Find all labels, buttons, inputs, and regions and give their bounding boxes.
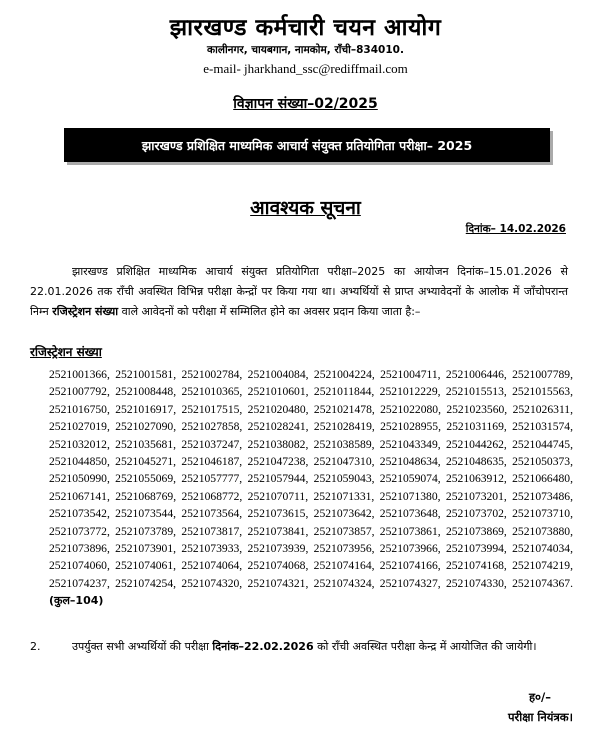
exam-name: झारखण्ड प्रशिक्षित माध्यमिक आचार्य संयुक्त प्रतियोगिता परीक्षा– 2025 bbox=[141, 137, 473, 153]
paragraph-1-bold: रजिस्ट्रेशन संख्या bbox=[52, 305, 119, 318]
notice-paragraph-1 bbox=[30, 262, 568, 322]
paragraph-2-text-b: को राँची अवस्थित परीक्षा केन्द्र में आयोजित की जायेगी। bbox=[313, 640, 537, 653]
notice-date: दिनांक– 14.02.2026 bbox=[465, 223, 566, 235]
registration-numbers: 2521001366, 2521001581, 2521002784, 2521004084, 2521004224, 2521004711, 2521006446, 2521007789, 2521007792, 2521008448, 2521010365, 2521010601, 2521011844, 2521012229, 2521015513, 2521015563, 2521016750, 2521016917, 2521017515, 2521020480, 2521021478, 2521022080, 2521023560, 2521026311, 2521027019, 2521027090, 2521027858, 2521028241, 2521028419, 2521028955, 2521031169, 2521031574, 2521032012, 2521035681, 2521037247, 2521038082, 2521038589, 2521043349, 2521044262, 2521044745, 2521044850, 2521045271, 2521046187, 2521047238, 2521047310, 2521048634, 2521048635, 2521050373, 2521050990, 2521055069, 2521057777, 2521057944, 2521059043, 2521059074, 2521063912, 2521066480, 2521067141, 2521068769, 2521068772, 2521070711, 2521071331, 2521071380, 2521073201, 2521073486, 2521073542, 2521073544, 2521073564, 2521073615, 2521073642, 2521073648, 2521073702, 2521073710, 2521073772, 2521073789, 2521073817, 2521073841, 2521073857, 2521073861, 2521073869, 2521073880, 2521073896, 2521073901, 2521073933, 2521073939, 2521073956, 2521073966, 2521073994, 2521074034, 2521074060, 2521074061, 2521074064, 2521074068, 2521074164, 2521074166, 2521074168, 2521074219, 2521074237, 2521074254, 2521074320, 2521074321, 2521074324, 2521074327, 2521074330, 2521074367. bbox=[49, 368, 573, 590]
commission-email: e-mail- jharkhand_ssc@rediffmail.com bbox=[203, 61, 408, 76]
paragraph-1-text-a: झारखण्ड प्रशिक्षित माध्यमिक आचार्य संयुक्त प्रतियोगिता परीक्षा–2025 का आयोजन दिनांक–15.01.2026 से 22.01.2026 तक राँची अवस्थित विभिन्न परीक्षा केन्द्रों पर किया गया था। अभ्यर्थियों से प्राप्त अभ्यावेदनों के आलोक में जाँचोपरान्त निम्न bbox=[30, 265, 568, 318]
exam-name-banner bbox=[64, 128, 550, 162]
notice-paragraph-2 bbox=[30, 638, 570, 656]
commission-title: झारखण्ड कर्मचारी चयन आयोग bbox=[169, 15, 442, 41]
signature-sd: ह०/– bbox=[528, 690, 551, 704]
paragraph-1-text-b: वाले आवेदनों को परीक्षा में सम्मिलित होने का अवसर प्रदान किया जाता है:– bbox=[118, 305, 421, 318]
paragraph-2-bold: दिनांक–22.02.2026 bbox=[212, 640, 314, 653]
advertisement-number: विज्ञापन संख्या–02/2025 bbox=[233, 96, 378, 112]
commission-address: कालीनगर, चायबगान, नामकोम, राँची–834010. bbox=[207, 44, 404, 56]
registration-number-list bbox=[49, 366, 573, 610]
registration-heading: रजिस्ट्रेशन संख्या bbox=[30, 345, 102, 359]
registration-total: (कुल–104) bbox=[49, 594, 104, 608]
paragraph-2-text-a: उपर्युक्त सभी अभ्यर्थियों की परीक्षा bbox=[72, 640, 213, 653]
signature-role: परीक्षा नियंत्रक। bbox=[507, 710, 573, 724]
paragraph-2-number: 2. bbox=[30, 640, 41, 653]
notice-title: आवश्यक सूचना bbox=[250, 197, 361, 219]
